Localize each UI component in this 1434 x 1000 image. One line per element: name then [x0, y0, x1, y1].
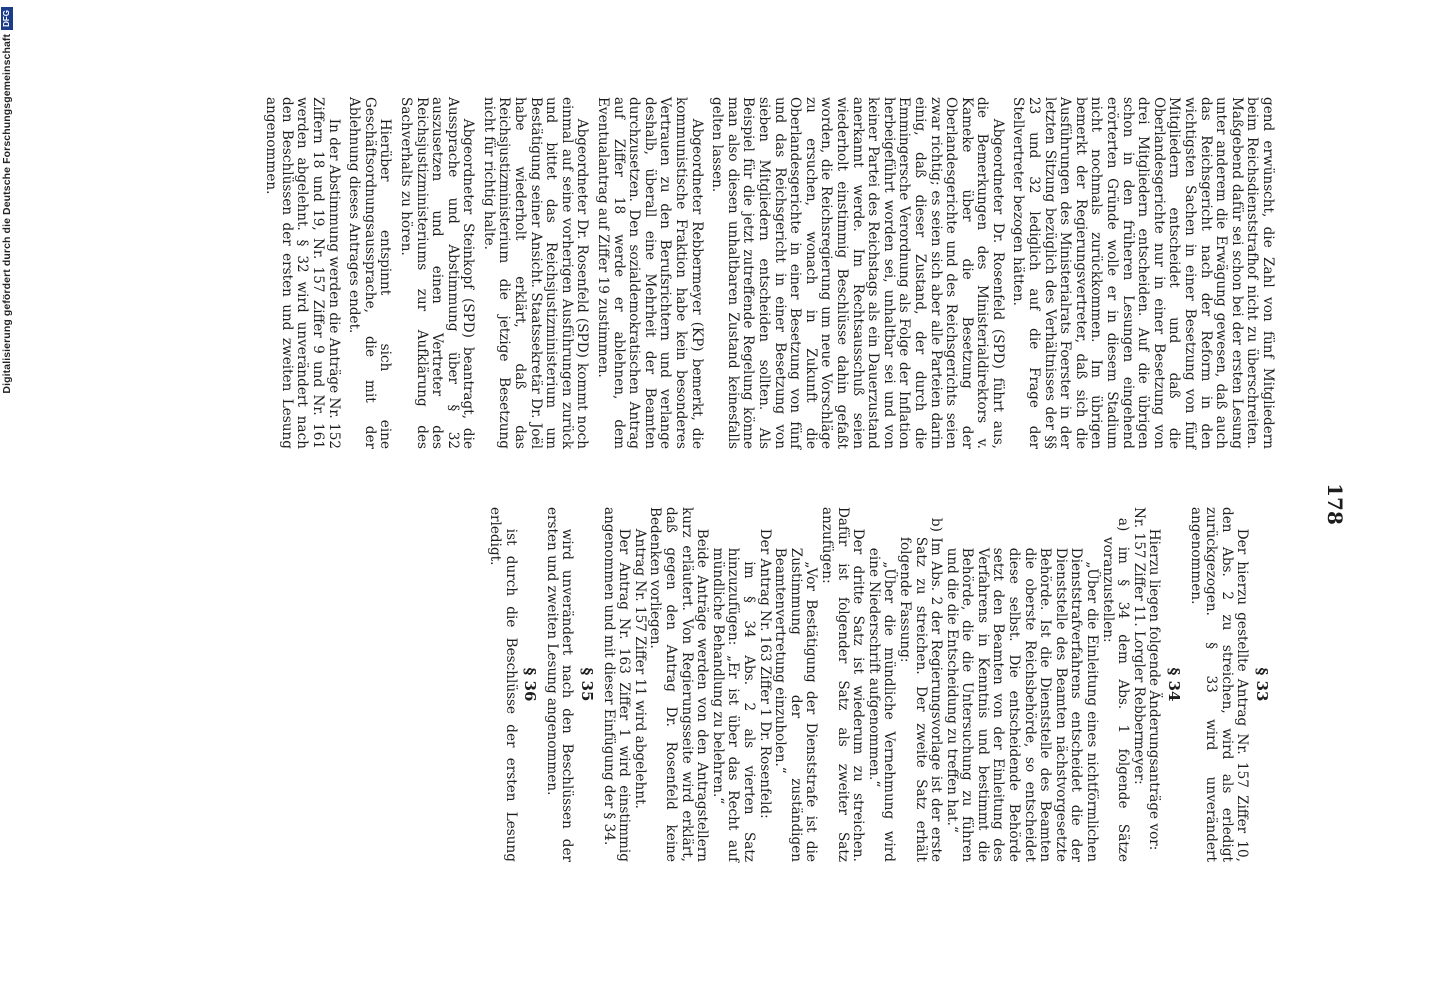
paragraph-34-both-motions: Beide Anträge werden von den Antragstellern kurz erläutert. Von Regierungsseite wird erklärt, daß gegen den Antrag Dr. Rosenfeld keine Bedenken vorliegen. — [647, 507, 711, 862]
section-heading-35: § 35 — [578, 667, 597, 702]
paragraph-34-intro: Hierzu liegen folgende Änderungsanträge vor: — [1146, 528, 1163, 851]
paragraph-rebbermeyer: Abgeordneter Rebbermeyer (KP) bemerkt, die kommunistische Fraktion habe kein besonderes Vertrauen zu den Berufsrichtern und verlange deshalb, überall eine Mehrheit der Beamten durchzusetzen. Den sozialdemokratischen Antrag auf Ziffer 18 werde er ablehnen, dem Eventualantrag auf Ziffer 19 zustimmen. — [595, 97, 705, 449]
section-heading-36: § 36 — [521, 667, 540, 702]
paragraph-rosenfeld-2: Abgeordneter Dr. Rosenfeld (SPD) kommt noch einmal auf seine vorherigen Ausführungen zurück und bittet das Reichsjustizministerium um Bestätigung seiner Ansicht. Staatssekretär Dr. Joël habe wiederholt erklärt, daß das Reichsjustizministerium die jetzige Besetzung nicht für richtig halte. — [480, 97, 591, 449]
page-number: 178 — [1323, 483, 1347, 525]
paragraph-34-item-b: b) Im Abs. 2 der Regierungsvorlage ist der erste Satz zu streichen. Der zweite Satz erhält folgende Fassung: — [896, 517, 945, 862]
quote-34-b: „Über die mündliche Vernehmung wird eine Niederschrift aufgenommen.“ — [865, 547, 898, 862]
section-heading-33: § 33 — [1253, 667, 1271, 702]
quote-34-a: „Über die Einleitung eines nichtförmlichen Dienststrafverfahrens entscheidet die der Dienststelle des Beamten nächstvorgesetzte Behörde. Ist die Dienststelle des Beamten die oberste Reichsbehörde, so entscheidet diese selbst. Die entscheidende Behörde setzt den Beamten von der Einleitung des Verfahrens in Kenntnis und bestimmt die Behörde, die die Untersuchung zu führen und die die Entscheidung zu treffen hat.“ — [943, 547, 1101, 862]
quote-34-third: „Vor Bestätigung der Dienststrafe ist die Zustimmung der zuständigen Beamtenvertretung einzuholen.“ — [772, 547, 820, 862]
paragraph-steinkopf: Abgeordneter Steinkopf (SPD) beantragt, die Aussprache und Abstimmung über § 32 auszusetzen und einen Vertreter des Reichsjustizministeriums zur Aufklärung des Sachverhalts zu hören. — [397, 97, 477, 449]
paragraph-34-item-a: a) im § 34 dem Abs. 1 folgende Sätze voranzustellen: — [1099, 517, 1132, 862]
paragraph-35: wird unverändert nach den Beschlüssen der ersten und zweiten Lesung angenommen. — [543, 507, 576, 862]
dfg-logo: DFG — [1, 7, 13, 30]
paragraph-34-third-sentence: Der dritte Satz ist wiederum zu streichen. Dafür ist folgender Satz als zweiter Satz anzufügen: — [818, 507, 867, 862]
paragraph-36: ist durch die Beschlüsse der ersten Lesung erledigt. — [487, 507, 519, 862]
quote-34-motion-163: im § 34 Abs. 2 als vierten Satz hinzuzufügen: „Er ist über das Recht auf mündliche Behandlung zu belehren.“ — [709, 547, 757, 862]
scanned-page — [3, 0, 1434, 997]
paragraph-34-vote-2: Der Antrag Nr. 163 Ziffer 1 wird einstimmig angenommen und mit dieser Einfügung der § 34. — [600, 507, 633, 862]
paragraph-34-motion-157: Nr. 157 Ziffer 11. Lorgler Rebbermeyer: — [1130, 507, 1147, 785]
paragraph-procedure-debate: Hierüber entspinnt sich eine Geschäftsordnungsaussprache, die mit der Ablehnung dieses Antrages endet. — [346, 97, 394, 449]
paragraph-vote-32: In der Abstimmung werden die Anträge Nr. 152 Ziffern 18 und 19, Nr. 157 Ziffer 9 und Nr. 161 werden abgelehnt. § 32 wird unverändert nach den Beschlüssen der ersten und zweiten Lesung angenommen. — [263, 97, 342, 449]
paragraph-33: Der hierzu gestellte Antrag Nr. 157 Ziffer 10, den Abs. 2 zu streichen, wird als erledigt zurückgezogen. § 33 wird unverändert angenommen. — [1187, 507, 1251, 862]
right-column — [487, 507, 1276, 862]
paragraph-34-vote-1: Antrag Nr. 157 Ziffer 11 wird abgelehnt. — [631, 528, 648, 809]
digitization-credit: Digitalisierung gefördert durch die Deutsche Forschungsgemeinschaft — [1, 33, 13, 394]
section-heading-34: § 34 — [1165, 667, 1184, 702]
paragraph-rosenfeld-1: Abgeordneter Dr. Rosenfeld (SPD) führt aus, die Bemerkungen des Ministerialdirektors v. Kameke über die Besetzung der Oberlandesgerichte und des Reichsgerichts seien zwar richtig; es seien sich aber alle Parteien darin einig, daß dieser Zustand, der durch die Emmingersche Verordnung als Folge der Inflation herbeigeführt worden sei, unhaltbar sei und von keiner Partei des Reichstags als ein Dauerzustand anerkannt werde. Im Rechtsausschuß seien wiederholt einstimmig Beschlüsse dahin gefaßt worden, die Reichsregierung um neue Vorschläge zu ersuchen, wonach in Zukunft die Oberlandesgerichte in einer Besetzung von fünf und das Reichsgericht in einer Besetzung von sieben Mitgliedern entscheiden sollten. Als Beispiel für die jetzt zutreffende Regelung könne man also diesen unhaltbaren Zustand keinesfalls gelten lassen. — [709, 97, 1006, 449]
left-column — [263, 97, 1275, 449]
paragraph-continuation: gend erwünscht, die Zahl von fünf Mitgliedern beim Reichsdienststrafhof nicht zu überschreiten. Maßgebend dafür sei schon bei der ersten Lesung unter anderem die Erwägung gewesen, daß auch das Reichsgericht nach der Reform in den wichtigsten Sachen in einer Besetzung von fünf Mitgliedern entscheidet und daß die Oberlandesgerichte nur in einer Besetzung von drei Mitgliedern entscheiden. Auf die übrigen schon in den früheren Lesungen eingehend erörterten Gründe wolle er in diesem Stadium nicht nochmals zurückkommen. Im übrigen bemerkt der Regierungsvertreter, daß sich die Ausführungen des Ministerialrats Foerster in der letzten Sitzung bezüglich des Verhältnisses der §§ 23 und 32 lediglich auf die Frage der Stellvertreter bezogen hätten. — [1010, 97, 1276, 449]
paragraph-34-motion-163: Der Antrag Nr. 163 Ziffer 1 Dr. Rosenfeld: — [756, 528, 773, 819]
